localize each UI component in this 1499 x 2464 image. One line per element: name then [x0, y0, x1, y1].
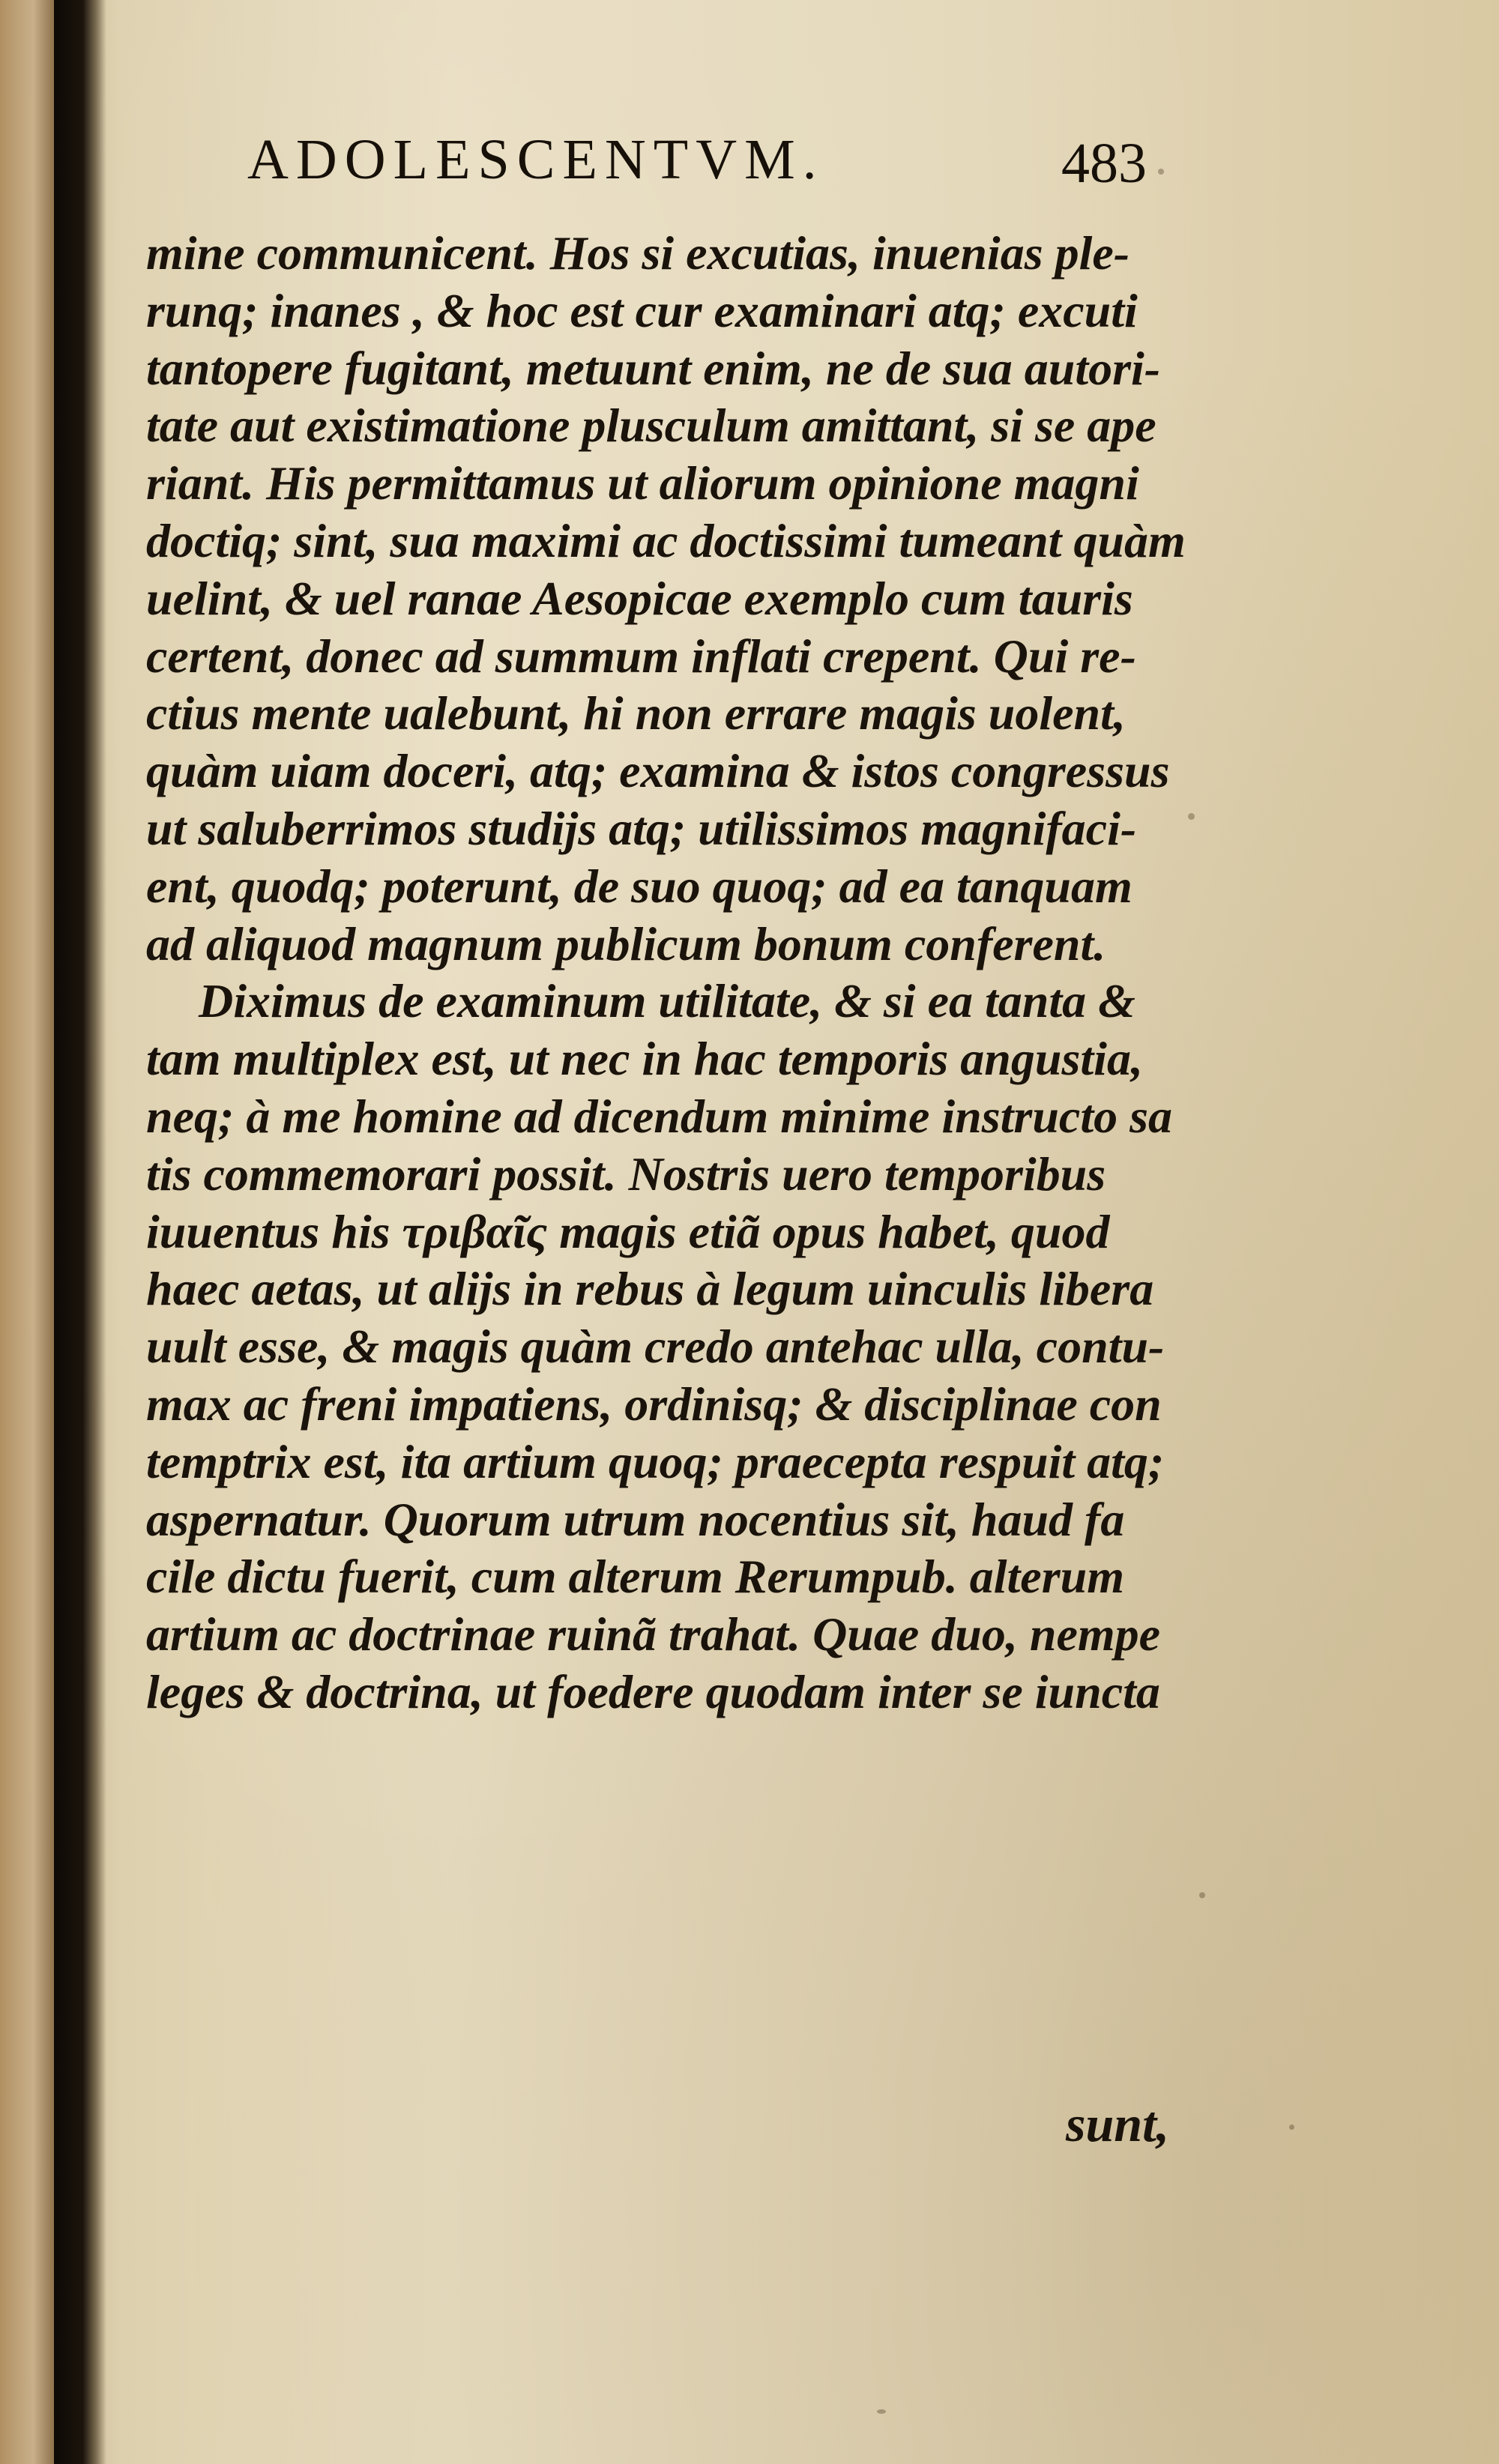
paper-speck	[877, 2409, 886, 2414]
text-line: tantopere fugitant, metuunt enim, ne de sua autori-	[146, 341, 1161, 395]
text-line: temptrix est, ita artium quoq; praecepta respuit atq;	[146, 1434, 1165, 1488]
text-line: aspernatur. Quorum utrum nocentius sit, haud fa	[146, 1492, 1125, 1546]
text-line: leges & doctrina, ut foedere quodam inter se iuncta	[146, 1664, 1160, 1718]
page-edge	[0, 0, 55, 2464]
text-line: iuuentus his τριβαῖς magis etiã opus habet, quod	[146, 1204, 1110, 1258]
paper-speck	[1158, 169, 1164, 175]
text-line: neq; à me homine ad dicendum minime instructo sa	[146, 1089, 1172, 1143]
text-line: certent, donec ad summum inflati crepent. Qui re-	[146, 629, 1136, 683]
body-text	[146, 225, 1186, 1721]
text-line: quàm uiam doceri, atq; examina & istos congressus	[146, 744, 1170, 798]
text-line: uult esse, & magis quàm credo antehac ulla, contu-	[146, 1320, 1165, 1374]
text-line: cile dictu fuerit, cum alterum Rerumpub. alterum	[146, 1550, 1124, 1604]
text-line: uelint, & uel ranae Aesopicae exemplo cum tauris	[146, 571, 1133, 625]
text-line: riant. His permittamus ut aliorum opinione magni	[146, 456, 1139, 510]
text-line: artium ac doctrinae ruinã trahat. Quae duo, nempe	[146, 1607, 1161, 1661]
catchword: sunt,	[1066, 2095, 1169, 2152]
binding-gutter	[54, 0, 106, 2464]
text-line: ent, quodq; poterunt, de suo quoq; ad ea tanquam	[146, 859, 1132, 913]
text-line: doctiq; sint, sua maximi ac doctissimi tumeant quàm	[146, 513, 1186, 567]
paper-speck	[1188, 813, 1195, 820]
text-line: tam multiplex est, ut nec in hac temporis angustia,	[146, 1032, 1143, 1086]
text-line: tis commemorari possit. Nostris uero temporibus	[146, 1147, 1106, 1201]
text-line: runq; inanes , & hoc est cur examinari atq; excuti	[146, 283, 1138, 337]
paper-speck	[1289, 2125, 1294, 2130]
running-head: ADOLESCENTVM.	[247, 128, 824, 191]
text-line: ad aliquod magnum publicum bonum conferent.	[146, 917, 1106, 970]
page-number: 483	[1061, 132, 1147, 195]
text-line: max ac freni impatiens, ordinisq; & disciplinae con	[146, 1377, 1162, 1431]
text-line: ctius mente ualebunt, hi non errare magis uolent,	[146, 686, 1126, 740]
text-line: haec aetas, ut alijs in rebus à legum uinculis libera	[146, 1262, 1154, 1316]
text-line: mine communicent. Hos si excutias, inuenias ple-	[146, 226, 1130, 280]
paper-speck	[1199, 1892, 1205, 1898]
text-line: ut saluberrimos studijs atq; utilissimos magnifaci-	[146, 801, 1137, 855]
text-line: tate aut existimatione plusculum amittant, si se ape	[146, 399, 1156, 453]
text-line: Diximus de examinum utilitate, & si ea tanta &	[199, 974, 1135, 1028]
